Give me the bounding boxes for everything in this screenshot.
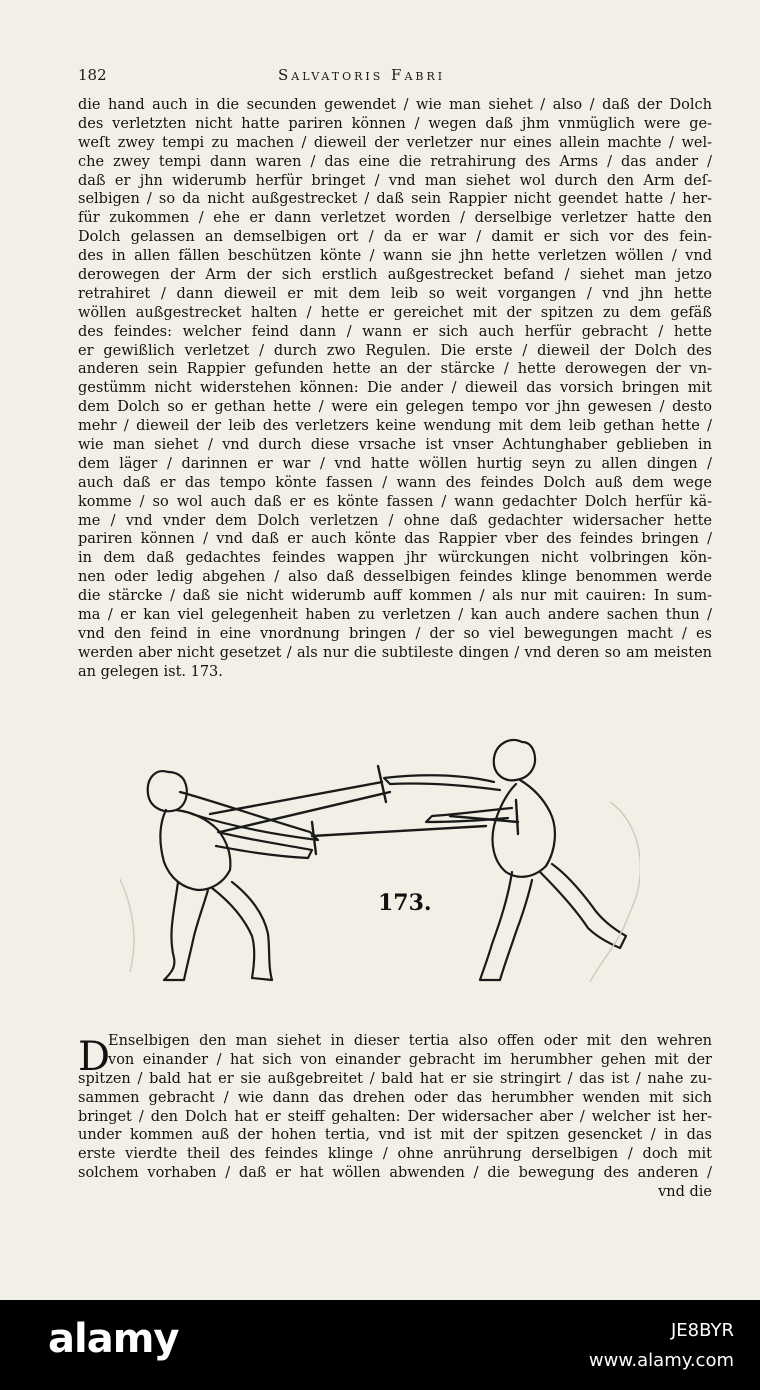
text-line: spitzen / bald hat er sie außgebreitet / bald hat er sie stringirt / das ist / nahe zu- xyxy=(78,1070,712,1087)
right-rapier-hilt xyxy=(378,766,386,802)
text-line: solchem vorhaben / daß er hat wöllen abwenden / die bewegung des anderen / xyxy=(78,1165,712,1182)
catchword: vnd die xyxy=(658,1184,712,1201)
text-line: in dem daß gedachtes feindes wappen jhr würckungen nicht volbringen kön- xyxy=(78,550,712,567)
site-url: www.alamy.com xyxy=(588,1350,734,1371)
text-line: gestümm nicht widerstehen können: Die ander / dieweil das vorsich bringen mit xyxy=(78,380,712,397)
text-line: auch daß er das tempo könte fassen / wann des feindes Dolch auß dem wege xyxy=(78,474,712,491)
text-line: die hand auch in die secunden gewendet / wie man siehet / also / daß der Dolch xyxy=(78,97,712,113)
text-line: Dolch gelassen an demselbigen ort / da er war / damit er sich vor des fein- xyxy=(78,229,712,246)
lower-text-block xyxy=(78,1070,712,1202)
right-fencer-head xyxy=(494,740,535,780)
text-line: werden aber nicht gesetzet / als nur die subtileste dingen / vnd deren so am meisten xyxy=(78,644,712,661)
text-line: retrahiret / dann dieweil er mit dem leib so weit vorgangen / vnd jhn hette xyxy=(78,285,712,302)
text-line: che zwey tempi dann waren / das eine die retrahirung des Arms / das ander / xyxy=(78,153,712,170)
bleed-through-figure xyxy=(120,862,134,972)
text-line: die stärcke / daß sie nicht widerumb auff kommen / als nur mit cauiren: In sum- xyxy=(78,588,712,605)
text-line: weſt zwey tempi zu machen / dieweil der verletzer nur eines allein machte / wel- xyxy=(78,134,712,151)
text-line: dem läger / darinnen er war / vnd hatte wöllen hurtig seyn zu allen dingen / xyxy=(78,455,712,472)
left-fencer-arm-upper xyxy=(180,792,318,840)
text-line: des verletzten nicht hatte pariren können / wegen daß jhm vnmüglich were ge- xyxy=(78,115,712,132)
text-line: anderen sein Rappier gefunden hette an der stärcke / hette derowegen der vn- xyxy=(78,361,712,378)
text-line: sammen gebracht / wie dann das drehen oder das herumbher wenden mit sich xyxy=(78,1089,712,1106)
text-line: wie man siehet / vnd durch diese vrsache ist vnser Achtunghaber geblieben in xyxy=(78,437,712,454)
text-line: daß er jhn widerumb herfür bringet / vnd man siehet wol durch den Arm deſ- xyxy=(78,172,712,189)
page-header xyxy=(78,66,710,88)
text-line: wöllen außgestrecket halten / hette er gereichet mit der spitzen zu dem gefäß xyxy=(78,304,712,321)
dagger-guard xyxy=(516,800,518,834)
alamy-logo: alamy xyxy=(48,1316,179,1362)
text-line: derowegen der Arm der sich erstlich außgestrecket befand / siehet man jetzo xyxy=(78,267,712,284)
text-line: selbigen / so da nicht außgestrecket / daß sein Rappier nicht geendet hatte / her- xyxy=(78,191,712,208)
text-line: komme / so wol auch daß er es könte fassen / wann gedachter Dolch herfür kä- xyxy=(78,493,712,510)
text-line: Enselbigen den man siehet in dieser tertia also offen oder mit den wehren xyxy=(108,1033,712,1049)
right-fencer-arm-upper xyxy=(384,775,500,790)
text-line: er gewißlich verletzet / durch zwo Regulen. Die erste / dieweil der Dolch des xyxy=(78,342,712,359)
bleed-through-figure xyxy=(590,802,640,982)
stock-photo-banner xyxy=(0,1300,760,1390)
text-line: des in allen fällen beschützen könte / wann sie jhn hette verletzen wöllen / vnd xyxy=(78,248,712,265)
page-number: 182 xyxy=(78,66,107,84)
text-line: bringet / den Dolch hat er steiff gehalten: Der widersacher aber / welcher ist her- xyxy=(78,1108,712,1125)
text-line: me / vnd vnder dem Dolch verletzen / ohne daß gedachter widersacher hette xyxy=(78,512,712,529)
text-line: von einander / hat sich von einander gebracht im herumbher gehen mit der xyxy=(108,1051,712,1068)
text-line: für zukommen / ehe er dann verletzet worden / derselbige verletzer hatte den xyxy=(78,210,712,227)
image-id: JE8BYR xyxy=(671,1320,734,1341)
rapier-blade-upper xyxy=(210,782,382,814)
left-fencer-left-leg xyxy=(164,882,208,980)
right-fencer-left-leg xyxy=(480,872,532,980)
text-line: erste vierdte theil des feindes klinge / ohne anrührung derselbigen / doch mit xyxy=(78,1146,712,1163)
text-line: mehr / dieweil der leib des verletzers keine wendung mit dem leib gethan hette / xyxy=(78,418,712,435)
right-fencer-right-leg xyxy=(540,864,626,948)
fencing-woodcut-illustration xyxy=(120,722,640,1002)
rapier-blade-lower xyxy=(312,826,486,836)
figure-number: 173. xyxy=(378,890,432,916)
running-title: Salvatoris Fabri xyxy=(278,66,446,84)
right-fencer-torso xyxy=(493,780,555,877)
text-line: dem Dolch so er gethan hette / were ein gelegen tempo vor jhn gewesen / desto xyxy=(78,399,712,416)
text-line-last: an gelegen ist. 173. xyxy=(78,663,223,680)
lower-text-indented xyxy=(108,1032,712,1070)
text-line: pariren können / vnd daß er auch könte das Rappier vber des feindes bringen / xyxy=(78,531,712,548)
text-line: des feindes: welcher feind dann / wann er sich auch herfür gebracht / hette xyxy=(78,323,712,340)
text-line: vnd den feind in eine vnordnung bringen / der so viel bewegungen macht / es xyxy=(78,625,712,642)
fencers-drawing xyxy=(120,722,640,1002)
text-line: ma / er kan viel gelegenheit haben zu verletzen / kan auch andere sachen thun / xyxy=(78,607,712,624)
upper-text-block xyxy=(78,96,712,682)
text-line: under kommen auß der hohen tertia, vnd ist mit der spitzen gesencket / in das xyxy=(78,1127,712,1144)
text-line: nen oder ledig abgehen / also daß desselbigen feindes klinge benommen werde xyxy=(78,569,712,586)
drop-capital: D xyxy=(78,1034,111,1080)
left-fencer-right-leg xyxy=(212,882,272,980)
